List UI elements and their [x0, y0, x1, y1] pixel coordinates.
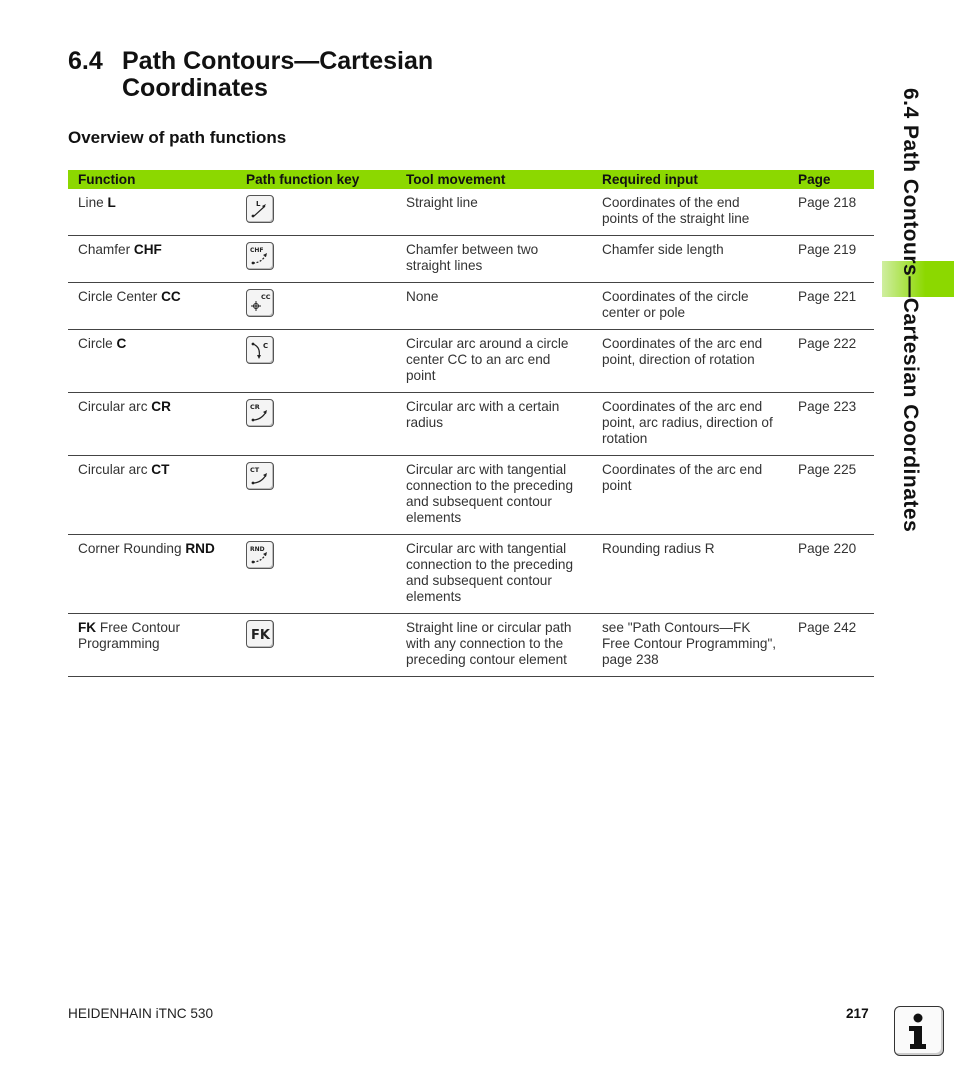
cell-key: [236, 283, 396, 330]
table-row: [68, 330, 874, 393]
cell-input: Coordinates of the arc end point: [592, 456, 788, 535]
table-row: [68, 236, 874, 283]
table-row: [68, 393, 874, 456]
svg-text:L: L: [256, 200, 261, 208]
table-row: [68, 456, 874, 535]
path-key-chf-icon[interactable]: [246, 242, 274, 270]
cell-page: Page 219: [788, 236, 874, 283]
footer-page-number: 217: [846, 1006, 869, 1021]
cell-key: [236, 330, 396, 393]
cell-movement: Circular arc with tangential connection to the preceding and subsequent contour elements: [396, 456, 592, 535]
svg-text:CT: CT: [250, 466, 260, 474]
cell-page: Page 218: [788, 189, 874, 236]
function-code: FK: [78, 620, 97, 635]
path-functions-table: [68, 170, 874, 677]
cell-page: Page 221: [788, 283, 874, 330]
cell-movement: Circular arc with a certain radius: [396, 393, 592, 456]
cell-movement: Straight line: [396, 189, 592, 236]
path-key-c-icon[interactable]: [246, 336, 274, 364]
path-key-rnd-icon[interactable]: [246, 541, 274, 569]
function-code: C: [116, 336, 127, 351]
function-code: CC: [161, 289, 181, 304]
function-prefix: Circular arc: [78, 462, 152, 477]
cell-key: [236, 236, 396, 283]
cell-function: [68, 614, 236, 677]
cell-movement: Chamfer between two straight lines: [396, 236, 592, 283]
cell-key: [236, 535, 396, 614]
side-chapter-title: 6.4 Path Contours—Cartesian Coordinates: [899, 87, 922, 533]
cell-key: [236, 614, 396, 677]
function-code: CT: [151, 462, 170, 477]
header-movement: Tool movement: [396, 170, 592, 189]
section-title: Overview of path functions: [68, 128, 287, 147]
function-code: CR: [151, 399, 171, 414]
table-row: [68, 189, 874, 236]
info-icon: [894, 1006, 944, 1056]
header-page: Page: [788, 170, 874, 189]
path-key-l-icon[interactable]: [246, 195, 274, 223]
function-suffix: Free Contour Programming: [78, 620, 180, 651]
svg-text:CR: CR: [250, 403, 260, 411]
cell-key: [236, 456, 396, 535]
svg-text:RND: RND: [250, 546, 265, 553]
cell-function: [68, 393, 236, 456]
chapter-title: [68, 48, 433, 102]
header-key: Path function key: [236, 170, 396, 189]
chapter-number: 6.4: [68, 47, 103, 75]
header-input: Required input: [592, 170, 788, 189]
path-key-cc-icon[interactable]: [246, 289, 274, 317]
cell-input: Coordinates of the arc end point, direction of rotation: [592, 330, 788, 393]
cell-input: Coordinates of the circle center or pole: [592, 283, 788, 330]
cell-function: [68, 236, 236, 283]
cell-input: Coordinates of the end points of the straight line: [592, 189, 788, 236]
chapter-title-line1: Path Contours—Cartesian: [122, 47, 434, 75]
function-prefix: Chamfer: [78, 242, 134, 257]
table-row: [68, 283, 874, 330]
header-function: Function: [68, 170, 236, 189]
cell-input: Coordinates of the arc end point, arc radius, direction of rotation: [592, 393, 788, 456]
table-header-row: [68, 170, 874, 189]
svg-text:C: C: [263, 342, 269, 350]
svg-text:FK: FK: [251, 628, 270, 643]
chapter-title-line2: Coordinates: [122, 74, 268, 102]
cell-page: Page 220: [788, 535, 874, 614]
cell-page: Page 242: [788, 614, 874, 677]
cell-movement: Circular arc around a circle center CC to an arc end point: [396, 330, 592, 393]
cell-page: Page 222: [788, 330, 874, 393]
cell-movement: None: [396, 283, 592, 330]
cell-function: [68, 456, 236, 535]
function-code: RND: [185, 541, 215, 556]
cell-key: [236, 393, 396, 456]
cell-function: [68, 283, 236, 330]
cell-input: Chamfer side length: [592, 236, 788, 283]
cell-key: [236, 189, 396, 236]
cell-movement: Straight line or circular path with any connection to the preceding contour element: [396, 614, 592, 677]
cell-input: Rounding radius R: [592, 535, 788, 614]
cell-page: Page 223: [788, 393, 874, 456]
cell-page: Page 225: [788, 456, 874, 535]
function-prefix: Circle Center: [78, 289, 162, 304]
cell-movement: Circular arc with tangential connection to the preceding and subsequent contour elements: [396, 535, 592, 614]
function-code: CHF: [133, 242, 162, 257]
table-row: [68, 614, 874, 677]
function-prefix: Circular arc: [78, 399, 152, 414]
cell-function: [68, 330, 236, 393]
svg-text:CC: CC: [261, 293, 271, 301]
table-row: [68, 535, 874, 614]
cell-input: see "Path Contours—FK Free Contour Programming", page 238: [592, 614, 788, 677]
cell-function: [68, 189, 236, 236]
function-prefix: Circle: [78, 336, 117, 351]
path-key-cr-icon[interactable]: [246, 399, 274, 427]
function-prefix: Line: [78, 195, 108, 210]
cell-function: [68, 535, 236, 614]
function-prefix: Corner Rounding: [78, 541, 186, 556]
svg-text:CHF: CHF: [250, 247, 264, 254]
path-key-ct-icon[interactable]: [246, 462, 274, 490]
function-code: L: [107, 195, 116, 210]
footer-product: HEIDENHAIN iTNC 530: [68, 1006, 214, 1021]
path-key-fk-icon[interactable]: [246, 620, 274, 648]
